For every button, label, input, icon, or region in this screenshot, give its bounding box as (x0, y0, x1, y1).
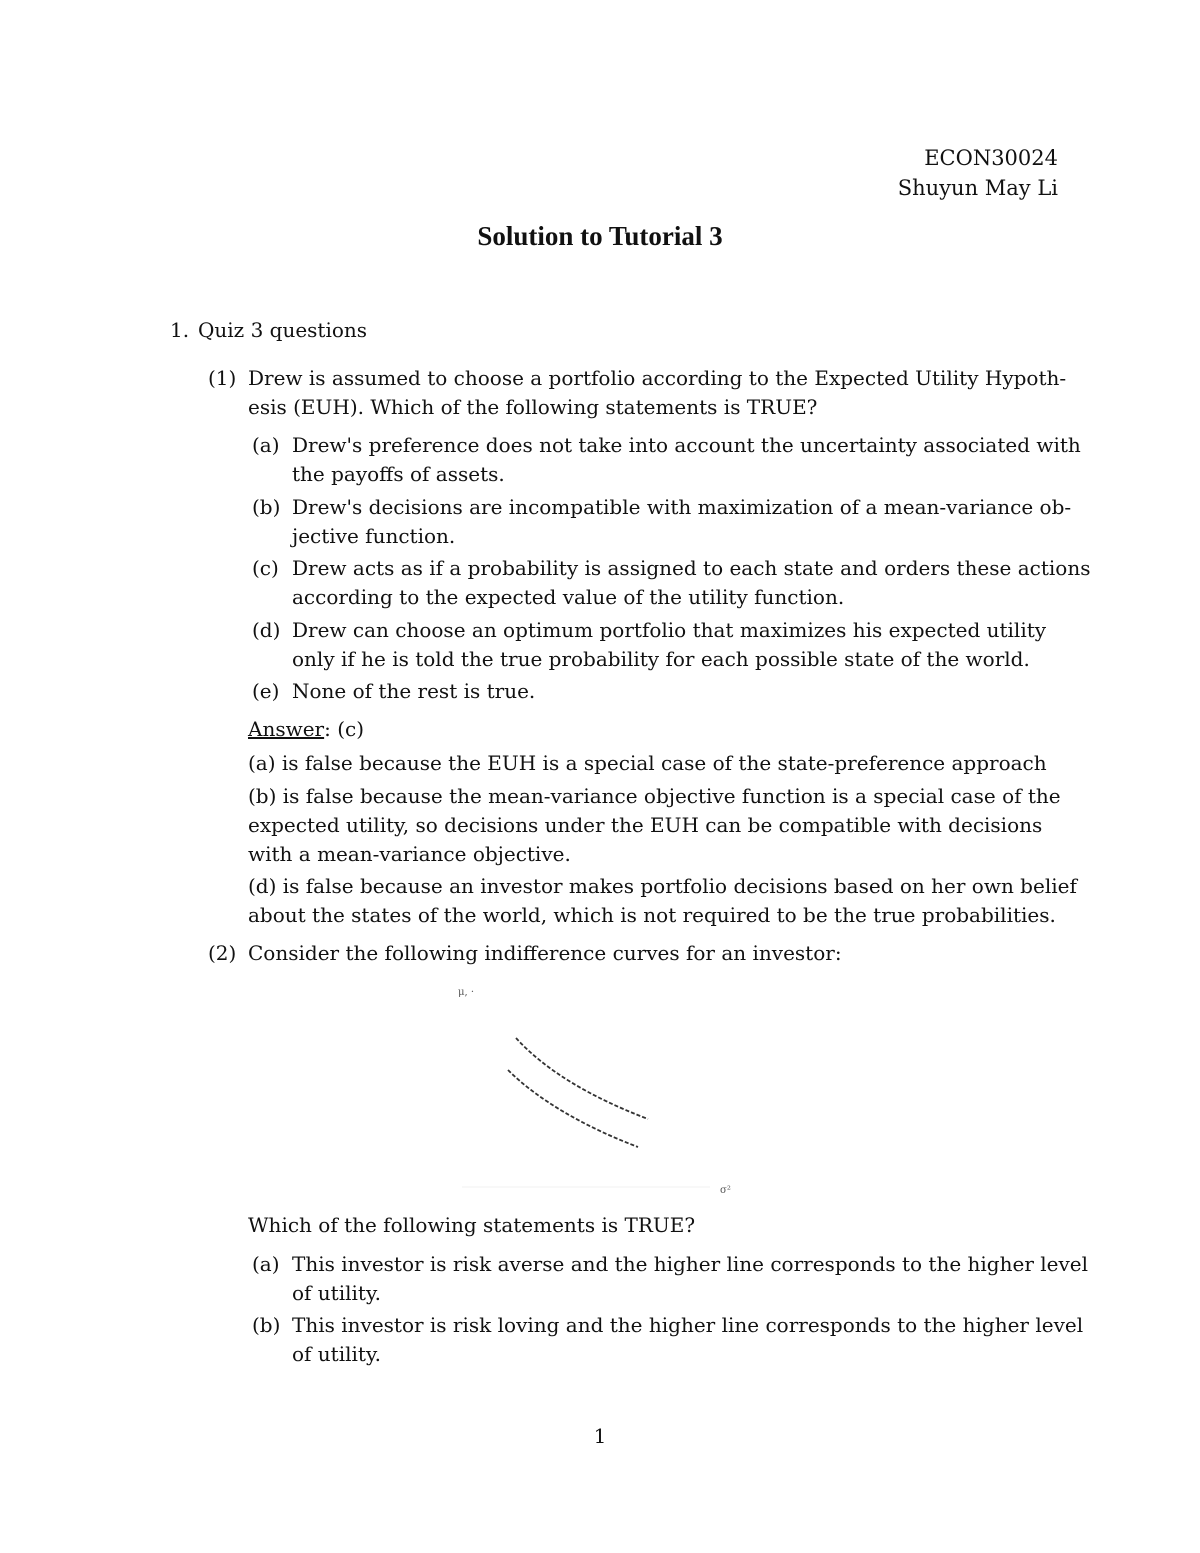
q1-option-b-line-2: jective function. (292, 524, 456, 548)
q1-option-a-line-2: the payoffs of assets. (292, 462, 505, 486)
section-heading: Quiz 3 questions (198, 318, 368, 342)
y-axis-label: μ, · (458, 987, 475, 998)
indifference-curves-figure (440, 975, 760, 1200)
page-number: 1 (593, 1424, 607, 1448)
course-code: ECON30024 (924, 146, 1058, 170)
q1-option-b-label: (b) (252, 495, 281, 519)
q1-option-d-line-1: Drew can choose an optimum portfolio that maximizes his expected utility (292, 618, 1047, 642)
section-number: 1. (170, 318, 190, 342)
q1-stem-line-2: esis (EUH). Which of the following statements is TRUE? (248, 395, 818, 419)
x-axis-label: σ² (720, 1185, 731, 1196)
q2-option-b-line-2: of utility. (292, 1342, 381, 1366)
q2-prompt: Which of the following statements is TRUE? (248, 1213, 696, 1237)
explanation-b-line-1: (b) is false because the mean-variance objective function is a special case of the (248, 784, 1061, 808)
q2-option-a-label: (a) (252, 1252, 280, 1276)
q1-option-e-line-1: None of the rest is true. (292, 679, 536, 703)
q1-stem-line-1: Drew is assumed to choose a portfolio according to the Expected Utility Hypoth- (248, 366, 1067, 390)
q2-label: (2) (208, 941, 237, 965)
answer-label: Answer (248, 717, 325, 741)
q1-option-d-line-2: only if he is told the true probability for each possible state of the world. (292, 647, 1030, 671)
explanation-b-line-3: with a mean-variance objective. (248, 842, 571, 866)
q2-option-a-line-1: This investor is risk averse and the higher line corresponds to the higher level (292, 1252, 1088, 1276)
q1-option-c-line-1: Drew acts as if a probability is assigned to each state and orders these actions (292, 556, 1091, 580)
q1-label: (1) (208, 366, 237, 390)
q1-answer (248, 715, 364, 744)
q2-option-a-line-2: of utility. (292, 1281, 381, 1305)
q2-stem: Consider the following indifference curves for an investor: (248, 941, 842, 965)
q1-option-e-label: (e) (252, 679, 280, 703)
q1-option-b-line-1: Drew's decisions are incompatible with maximization of a mean-variance ob- (292, 495, 1072, 519)
author-name: Shuyun May Li (897, 176, 1058, 200)
explanation-a-line-1: (a) is false because the EUH is a special case of the state-preference approach (248, 751, 1047, 775)
q1-option-c-label: (c) (252, 556, 279, 580)
explanation-b-line-2: expected utility, so decisions under the EUH can be compatible with decisions (248, 813, 1043, 837)
q1-option-d-label: (d) (252, 618, 281, 642)
q1-option-a-label: (a) (252, 433, 280, 457)
q1-option-c-line-2: according to the expected value of the utility function. (292, 585, 845, 609)
answer-value: : (c) (324, 717, 365, 741)
indifference-curve-lower (508, 1070, 638, 1147)
explanation-d-line-1: (d) is false because an investor makes portfolio decisions based on her own belief (248, 874, 1077, 898)
explanation-d-line-2: about the states of the world, which is not required to be the true probabilities. (248, 903, 1056, 927)
indifference-curve-upper (516, 1038, 648, 1119)
q1-option-a-line-1: Drew's preference does not take into account the uncertainty associated with (292, 433, 1081, 457)
page-title: Solution to Tutorial 3 (477, 221, 723, 251)
q2-option-b-label: (b) (252, 1313, 281, 1337)
q2-option-b-line-1: This investor is risk loving and the higher line corresponds to the higher level (292, 1313, 1084, 1337)
